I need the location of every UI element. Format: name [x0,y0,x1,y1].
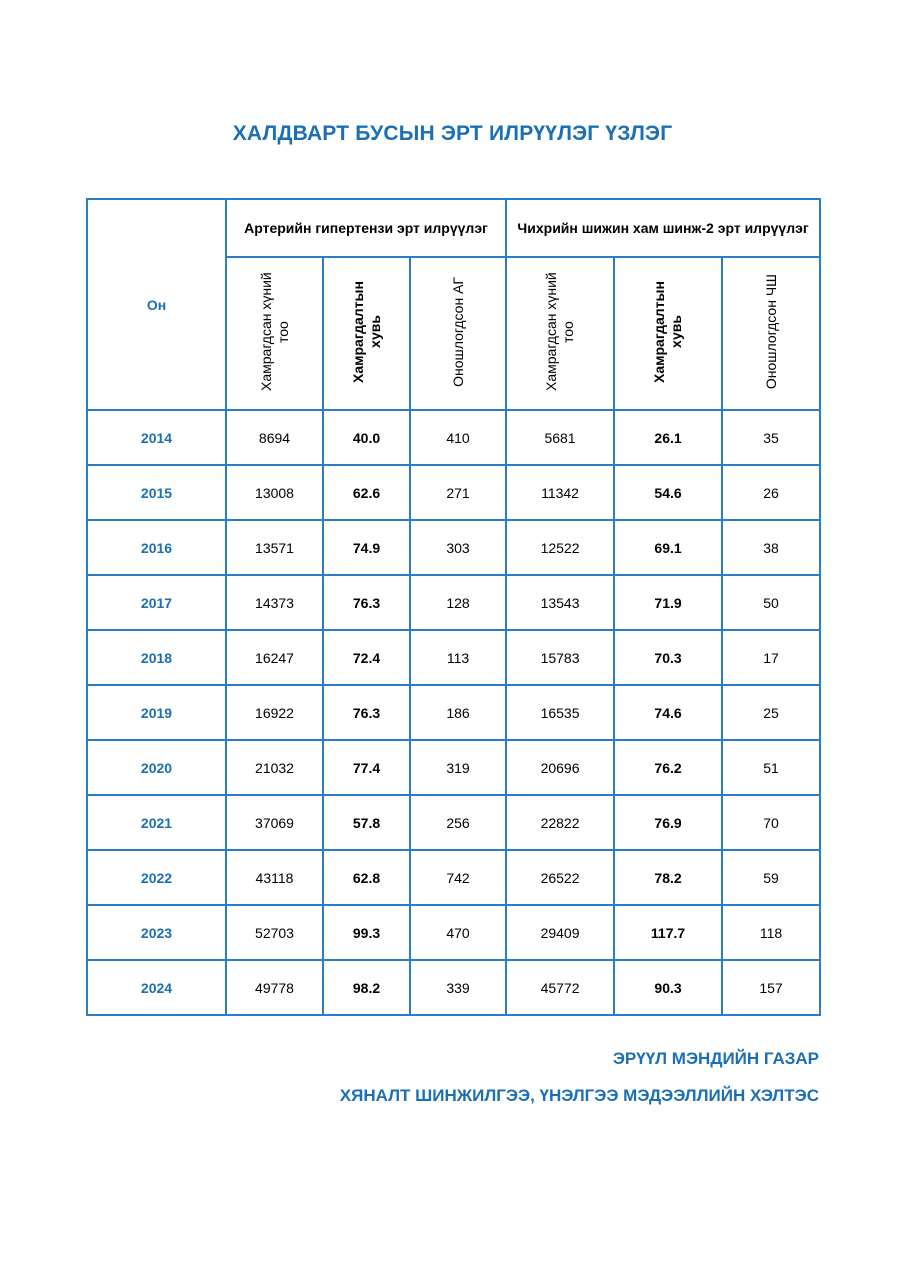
diagnosed-ag-cell: 256 [410,795,506,850]
coverage-pct-dm-cell: 76.9 [614,795,722,850]
diagnosed-ag-cell: 339 [410,960,506,1015]
covered-count-ag-cell: 37069 [226,795,323,850]
coverage-pct-dm-cell: 71.9 [614,575,722,630]
covered-count-dm-cell: 16535 [506,685,614,740]
diagnosed-ag-cell: 128 [410,575,506,630]
coverage-pct-dm-cell: 69.1 [614,520,722,575]
table-row [87,465,820,520]
covered-count-dm-cell: 20696 [506,740,614,795]
subheader-label: Хамрагдалтын хувь [651,281,685,383]
covered-count-ag-cell: 13008 [226,465,323,520]
coverage-pct-ag-cell: 72.4 [323,630,410,685]
covered-count-dm-cell: 22822 [506,795,614,850]
subheader-coverage-pct-dm [614,257,722,410]
diagnosed-dm-cell: 17 [722,630,820,685]
year-cell: 2018 [87,630,226,685]
subheader-coverage-pct-ag [323,257,410,410]
year-cell: 2021 [87,795,226,850]
diagnosed-dm-cell: 25 [722,685,820,740]
diagnosed-ag-cell: 319 [410,740,506,795]
diagnosed-ag-cell: 186 [410,685,506,740]
covered-count-dm-cell: 26522 [506,850,614,905]
coverage-pct-dm-cell: 76.2 [614,740,722,795]
table-row [87,850,820,905]
covered-count-dm-cell: 15783 [506,630,614,685]
diagnosed-ag-cell: 742 [410,850,506,905]
subheader-label: Хамрагдалтын хувь [349,281,383,383]
subheader-covered-count-dm [506,257,614,410]
subheader-diagnosed-dm [722,257,820,410]
covered-count-ag-cell: 52703 [226,905,323,960]
diagnosed-dm-cell: 157 [722,960,820,1015]
coverage-pct-dm-cell: 26.1 [614,410,722,465]
footer-division: ХЯНАЛТ ШИНЖИЛГЭЭ, ҮНЭЛГЭЭ МЭДЭЭЛЛИЙН ХЭЛТЭС [339,1086,819,1105]
year-column-header: Он [87,199,226,410]
covered-count-ag-cell: 13571 [226,520,323,575]
diagnosed-ag-cell: 271 [410,465,506,520]
diagnosed-dm-cell: 51 [722,740,820,795]
diagnosed-ag-cell: 113 [410,630,506,685]
coverage-pct-ag-cell: 40.0 [323,410,410,465]
page-title: ХАЛДВАРТ БУСЫН ЭРТ ИЛРҮҮЛЭГ ҮЗЛЭГ [232,122,673,145]
coverage-pct-dm-cell: 117.7 [614,905,722,960]
year-cell: 2019 [87,685,226,740]
screening-table [86,198,821,1016]
coverage-pct-ag-cell: 77.4 [323,740,410,795]
coverage-pct-ag-cell: 74.9 [323,520,410,575]
table-row [87,520,820,575]
diagnosed-ag-cell: 410 [410,410,506,465]
table-row [87,685,820,740]
diagnosed-dm-cell: 59 [722,850,820,905]
coverage-pct-ag-cell: 62.8 [323,850,410,905]
covered-count-ag-cell: 16247 [226,630,323,685]
year-cell: 2017 [87,575,226,630]
diagnosed-dm-cell: 26 [722,465,820,520]
coverage-pct-ag-cell: 99.3 [323,905,410,960]
year-cell: 2023 [87,905,226,960]
footer-department: ЭРҮҮЛ МЭНДИЙН ГАЗАР [612,1049,819,1068]
subheader-label: Хамрагдсан хүний тоо [543,272,577,392]
covered-count-dm-cell: 11342 [506,465,614,520]
year-cell: 2015 [87,465,226,520]
subheader-diagnosed-ag [410,257,506,410]
year-cell: 2016 [87,520,226,575]
covered-count-ag-cell: 43118 [226,850,323,905]
coverage-pct-ag-cell: 57.8 [323,795,410,850]
covered-count-ag-cell: 49778 [226,960,323,1015]
year-cell: 2024 [87,960,226,1015]
diagnosed-ag-cell: 470 [410,905,506,960]
table-row [87,960,820,1015]
coverage-pct-dm-cell: 54.6 [614,465,722,520]
covered-count-dm-cell: 12522 [506,520,614,575]
covered-count-dm-cell: 5681 [506,410,614,465]
covered-count-ag-cell: 8694 [226,410,323,465]
diagnosed-dm-cell: 118 [722,905,820,960]
subheader-label: Оношлогдсон ЧШ [762,274,779,390]
covered-count-ag-cell: 14373 [226,575,323,630]
table-row [87,905,820,960]
diagnosed-dm-cell: 70 [722,795,820,850]
group-header-row [87,199,820,257]
coverage-pct-dm-cell: 74.6 [614,685,722,740]
coverage-pct-ag-cell: 62.6 [323,465,410,520]
coverage-pct-ag-cell: 98.2 [323,960,410,1015]
coverage-pct-ag-cell: 76.3 [323,685,410,740]
subheader-label: Оношлогдсон АГ [449,277,466,387]
diagnosed-ag-cell: 303 [410,520,506,575]
covered-count-dm-cell: 29409 [506,905,614,960]
subheader-label: Хамрагдсан хүний тоо [257,272,291,392]
table-row [87,795,820,850]
diagnosed-dm-cell: 38 [722,520,820,575]
coverage-pct-dm-cell: 90.3 [614,960,722,1015]
covered-count-dm-cell: 13543 [506,575,614,630]
hypertension-group-header: Артерийн гипертензи эрт илрүүлэг [226,199,506,257]
table-row [87,410,820,465]
year-cell: 2014 [87,410,226,465]
year-cell: 2022 [87,850,226,905]
diagnosed-dm-cell: 50 [722,575,820,630]
year-cell: 2020 [87,740,226,795]
covered-count-ag-cell: 21032 [226,740,323,795]
coverage-pct-dm-cell: 70.3 [614,630,722,685]
covered-count-ag-cell: 16922 [226,685,323,740]
table-row [87,630,820,685]
table-row [87,575,820,630]
covered-count-dm-cell: 45772 [506,960,614,1015]
diagnosed-dm-cell: 35 [722,410,820,465]
coverage-pct-dm-cell: 78.2 [614,850,722,905]
coverage-pct-ag-cell: 76.3 [323,575,410,630]
table-row [87,740,820,795]
subheader-covered-count-ag [226,257,323,410]
diabetes-group-header: Чихрийн шижин хам шинж-2 эрт илрүүлэг [506,199,820,257]
